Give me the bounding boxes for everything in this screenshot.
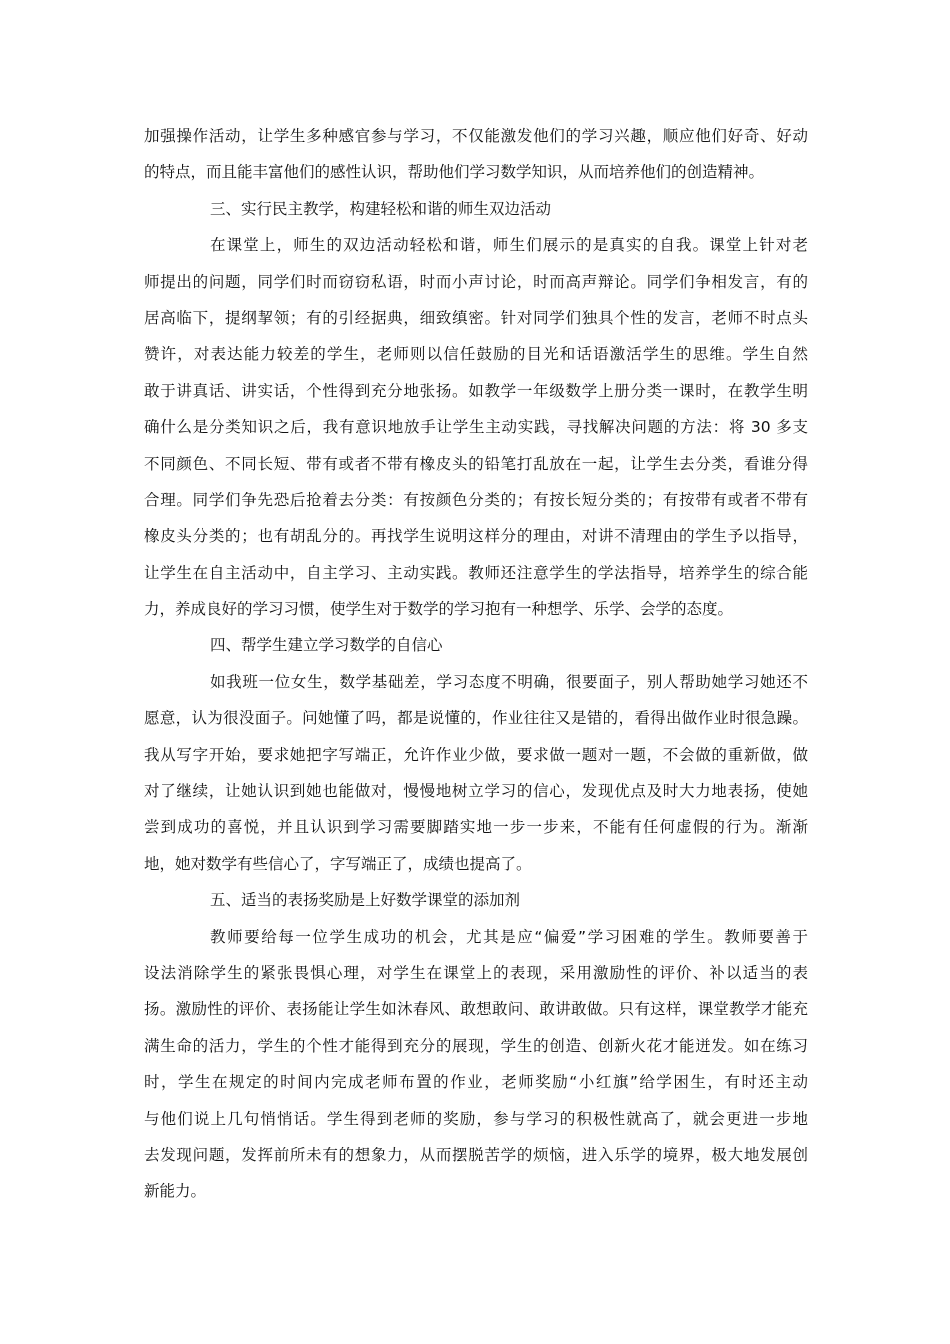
- paragraph-line: 如我班一位女生，数学基础差，学习态度不明确，很要面子，别人帮助她学习她还不: [210, 672, 808, 691]
- paragraph-line: 居高临下，提纲挈领；有的引经据典，细致缜密。针对同学们独具个性的发言，老师不时点头: [144, 308, 808, 327]
- section-heading: 三、实行民主教学，构建轻松和谐的师生双边活动: [210, 199, 552, 218]
- paragraph-line: 力，养成良好的学习习惯，使学生对于数学的学习抱有一种想学、乐学、会学的态度。: [144, 600, 734, 619]
- paragraph-line: 设法消除学生的紧张畏惧心理，对学生在课堂上的表现，采用激励性的评价、补以适当的表: [144, 963, 808, 982]
- paragraph-line: 满生命的活力，学生的个性才能得到充分的展现，学生的创造、创新火花才能迸发。如在练习: [144, 1036, 808, 1055]
- paragraph-line: 对了继续，让她认识到她也能做对，慢慢地树立学习的信心，发现优点及时大力地表扬，使她: [144, 782, 808, 801]
- paragraph-line: 愿意，认为很没面子。问她懂了吗，都是说懂的，作业往往又是错的，看得出做作业时很急躁。: [144, 709, 808, 728]
- paragraph-line: 我从写字开始，要求她把字写端正，允许作业少做，要求做一题对一题，不会做的重新做，做: [144, 745, 808, 764]
- paragraph-line: 赞许，对表达能力较差的学生，老师则以信任鼓励的目光和话语激活学生的思维。学生自然: [144, 345, 808, 364]
- paragraph-line: 不同颜色、不同长短、带有或者不带有橡皮头的铅笔打乱放在一起，让学生去分类，看谁分得: [144, 454, 808, 473]
- paragraph-line: 与他们说上几句悄悄话。学生得到老师的奖励，参与学习的积极性就高了，就会更进一步地: [144, 1109, 808, 1128]
- section-heading: 五、适当的表扬奖励是上好数学课堂的添加剂: [210, 891, 521, 910]
- paragraph-line: 时，学生在规定的时间内完成老师布置的作业，老师奖励“小红旗”给学困生，有时还主动: [144, 1073, 808, 1092]
- paragraph-line: 地，她对数学有些信心了，字写端正了，成绩也提高了。: [144, 854, 532, 873]
- paragraph-line: 去发现问题，发挥前所未有的想象力，从而摆脱苦学的烦恼，进入乐学的境界，极大地发展创: [144, 1145, 808, 1164]
- paragraph-line: 教师要给每一位学生成功的机会，尤其是应“偏爱”学习困难的学生。教师要善于: [210, 927, 808, 946]
- paragraph-line: 让学生在自主活动中，自主学习、主动实践。教师还注意学生的学法指导，培养学生的综合能: [144, 563, 808, 582]
- paragraph-line: 新能力。: [144, 1182, 207, 1201]
- document-body: [144, 118, 808, 1210]
- paragraph-line: 的特点，而且能丰富他们的感性认识，帮助他们学习数学知识，从而培养他们的创造精神。: [144, 163, 765, 182]
- paragraph-line: 在课堂上，师生的双边活动轻松和谐，师生们展示的是真实的自我。课堂上针对老: [210, 236, 808, 255]
- paragraph-line: 加强操作活动，让学生多种感官参与学习，不仅能激发他们的学习兴趣，顺应他们好奇、好动: [144, 127, 808, 145]
- paragraph-line: 师提出的问题，同学们时而窃窃私语，时而小声讨论，时而高声辩论。同学们争相发言，有的: [144, 272, 808, 291]
- paragraph-line: 橡皮头分类的；也有胡乱分的。再找学生说明这样分的理由，对讲不清理由的学生予以指导，: [144, 527, 808, 546]
- section-heading: 四、帮学生建立学习数学的自信心: [210, 636, 443, 655]
- paragraph-line: 扬。激励性的评价、表扬能让学生如沐春风、敢想敢问、敢讲敢做。只有这样，课堂教学才能充: [144, 1000, 808, 1019]
- paragraph-line: 敢于讲真话、讲实话，个性得到充分地张扬。如教学一年级数学上册分类一课时，在教学生明: [144, 381, 808, 400]
- paragraph-line: 合理。同学们争先恐后抢着去分类：有按颜色分类的；有按长短分类的；有按带有或者不带有: [144, 490, 808, 509]
- paragraph-line: 尝到成功的喜悦，并且认识到学习需要脚踏实地一步一步来，不能有任何虚假的行为。渐渐: [144, 818, 808, 837]
- paragraph-line: 确什么是分类知识之后，我有意识地放手让学生主动实践，寻找解决问题的方法：将 30 多支: [144, 418, 808, 437]
